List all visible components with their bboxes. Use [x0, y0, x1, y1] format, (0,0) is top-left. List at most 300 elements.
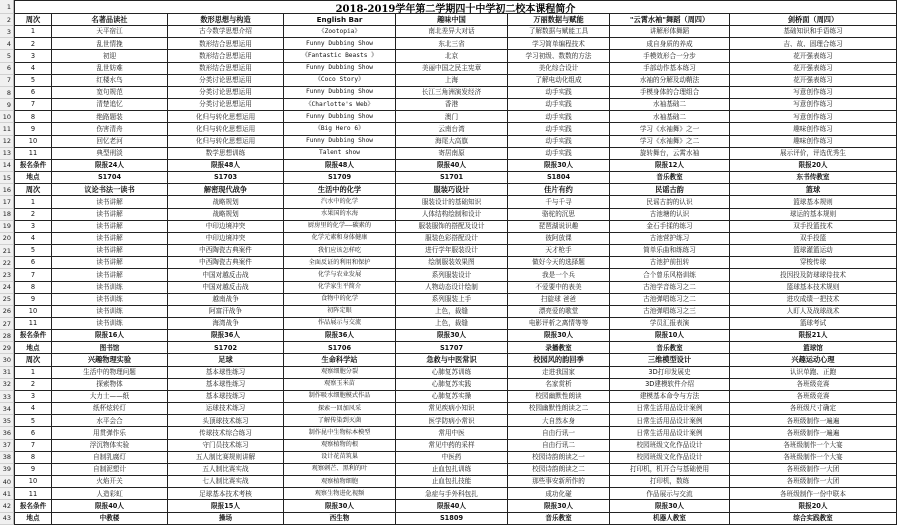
table-cell[interactable]: 限报10人: [610, 330, 730, 342]
table-cell[interactable]: 海湾战争: [168, 318, 284, 330]
table-cell[interactable]: 基本球性练习: [168, 379, 284, 391]
table-cell[interactable]: 读书训练: [52, 306, 168, 318]
table-cell[interactable]: 4: [14, 403, 52, 415]
row-header[interactable]: 8: [0, 87, 14, 99]
table-cell[interactable]: 火焰开关: [52, 476, 168, 488]
table-cell[interactable]: 自制乳腐灯: [52, 452, 168, 464]
table-cell[interactable]: 纸杯炫转灯: [52, 403, 168, 415]
table-cell[interactable]: 观察生物进化视频: [284, 488, 396, 500]
table-cell[interactable]: 《Zootopia》: [284, 26, 396, 38]
table-cell[interactable]: S1703: [168, 172, 284, 184]
column-header-cell[interactable]: 名著品读社: [52, 14, 168, 26]
table-cell[interactable]: 校园幽默性朗读之二: [508, 403, 610, 415]
table-cell[interactable]: 限报30人: [610, 500, 730, 512]
table-cell[interactable]: 写意创作练习: [730, 99, 897, 111]
table-cell[interactable]: 基础知识和手语练习: [730, 26, 897, 38]
row-header[interactable]: 31: [0, 367, 14, 379]
table-cell[interactable]: 1: [14, 196, 52, 208]
table-cell[interactable]: 打印机，机开合与基础使用: [610, 464, 730, 476]
table-cell[interactable]: 彼阿放课: [508, 233, 610, 245]
table-cell[interactable]: Funny Dubbing Show: [284, 136, 396, 148]
table-cell[interactable]: 上海: [396, 75, 508, 87]
table-cell[interactable]: 限报48人: [284, 160, 396, 172]
table-cell[interactable]: 宽句规范: [52, 87, 168, 99]
column-header-cell[interactable]: 生命科学站: [284, 354, 396, 366]
table-cell[interactable]: 香港: [396, 99, 508, 111]
table-cell[interactable]: 美化综合设计: [508, 63, 610, 75]
table-cell[interactable]: 五人制比赛实战: [168, 464, 284, 476]
table-cell[interactable]: 3D打印发展史: [610, 367, 730, 379]
table-cell[interactable]: 化归与转化思想运用: [168, 123, 284, 135]
row-header[interactable]: 39: [0, 464, 14, 476]
table-cell[interactable]: Talent show: [284, 148, 396, 160]
table-cell[interactable]: 9: [14, 123, 52, 135]
table-cell[interactable]: 2: [14, 209, 52, 221]
table-cell[interactable]: 读书训练: [52, 318, 168, 330]
table-cell[interactable]: 扫旋球 爸爸: [508, 294, 610, 306]
column-header-cell[interactable]: 周次: [14, 354, 52, 366]
table-cell[interactable]: 澳门: [396, 111, 508, 123]
table-cell[interactable]: 天才枪手: [508, 245, 610, 257]
table-cell[interactable]: 4: [14, 63, 52, 75]
table-cell[interactable]: Funny Dubbing Show: [284, 63, 396, 75]
table-cell[interactable]: 篮球考试: [730, 318, 897, 330]
table-cell[interactable]: 10: [14, 136, 52, 148]
table-cell[interactable]: 各班级制作一个大宴: [730, 440, 897, 452]
table-cell[interactable]: 吉、故、固理合练习: [730, 38, 897, 50]
table-cell[interactable]: 学习《水袖舞》之一: [610, 123, 730, 135]
table-cell[interactable]: 限报40人: [396, 160, 508, 172]
table-cell[interactable]: 初迎: [52, 50, 168, 62]
table-cell[interactable]: 校园幽默性朗读: [508, 391, 610, 403]
table-cell[interactable]: 绝路题装: [52, 111, 168, 123]
table-cell[interactable]: 限报40人: [52, 500, 168, 512]
table-cell[interactable]: 球运的基本规则: [730, 209, 897, 221]
row-header[interactable]: 21: [0, 245, 14, 257]
table-cell[interactable]: 10: [14, 306, 52, 318]
table-cell[interactable]: S1702: [168, 342, 284, 354]
table-cell[interactable]: 止血包扎训练: [396, 464, 508, 476]
table-cell[interactable]: 动手实践: [508, 99, 610, 111]
table-cell[interactable]: 战略规划: [168, 196, 284, 208]
table-cell[interactable]: 机器人教室: [610, 513, 730, 525]
table-cell[interactable]: 琵琶湖说识趣: [508, 221, 610, 233]
table-cell[interactable]: 限报30人: [396, 330, 508, 342]
table-cell[interactable]: 2: [14, 38, 52, 50]
table-cell[interactable]: 写意创作练习: [730, 87, 897, 99]
table-cell[interactable]: 中教楼: [52, 513, 168, 525]
table-cell[interactable]: 中西陶瓷古典案件: [168, 245, 284, 257]
table-cell[interactable]: 5: [14, 75, 52, 87]
table-cell[interactable]: 探索一回加风采: [284, 403, 396, 415]
table-cell[interactable]: 大力士——纸: [52, 391, 168, 403]
table-cell[interactable]: 6: [14, 427, 52, 439]
table-cell[interactable]: 校园诗韵朗读之二: [508, 464, 610, 476]
table-cell[interactable]: 各班级制作一份中联本: [730, 488, 897, 500]
table-cell[interactable]: 各班级制作一遍遍: [730, 427, 897, 439]
table-cell[interactable]: 头顶球技术练习: [168, 415, 284, 427]
table-cell[interactable]: 我们应该怎样吃: [284, 245, 396, 257]
row-header[interactable]: 27: [0, 318, 14, 330]
table-cell[interactable]: 旋转舞台，云霄水袖: [610, 148, 730, 160]
table-cell[interactable]: 《Charlotte's Web》: [284, 99, 396, 111]
table-cell[interactable]: 双手投篮技术: [730, 221, 897, 233]
table-cell[interactable]: 常用中医: [396, 427, 508, 439]
table-cell[interactable]: 水袖的分解及动鞘法: [610, 75, 730, 87]
table-cell[interactable]: 浮沉物体实验: [52, 440, 168, 452]
table-cell[interactable]: 古池弹唱练习之二: [610, 294, 730, 306]
table-cell[interactable]: 趣味创作练习: [730, 123, 897, 135]
table-cell[interactable]: 6: [14, 257, 52, 269]
table-cell[interactable]: 限报36人: [284, 330, 396, 342]
table-cell[interactable]: 限报15人: [168, 500, 284, 512]
table-cell[interactable]: 制作昆中生物标本模型: [284, 427, 396, 439]
table-cell[interactable]: 中印边境冲突: [168, 233, 284, 245]
table-cell[interactable]: 化归与转化思想运用: [168, 111, 284, 123]
table-cell[interactable]: 5: [14, 245, 52, 257]
table-cell[interactable]: 2: [14, 379, 52, 391]
table-cell[interactable]: 操场: [168, 513, 284, 525]
table-cell[interactable]: 自制泥塑计: [52, 464, 168, 476]
table-cell[interactable]: 花开强表练习: [730, 63, 897, 75]
table-cell[interactable]: 限报21人: [730, 330, 897, 342]
table-cell[interactable]: 限报24人: [52, 160, 168, 172]
table-cell[interactable]: 做好今天的选择题: [508, 257, 610, 269]
table-cell[interactable]: 民谣古韵的认识: [610, 196, 730, 208]
row-header[interactable]: 22: [0, 257, 14, 269]
table-cell[interactable]: 展示评价，评选优秀生: [730, 148, 897, 160]
table-cell[interactable]: 校园班级文化作品设计: [610, 452, 730, 464]
table-cell[interactable]: 限报16人: [52, 330, 168, 342]
column-header-cell[interactable]: 万丽数据与赋能: [508, 14, 610, 26]
table-cell[interactable]: 限报48人: [168, 160, 284, 172]
table-cell[interactable]: 读书讲解: [52, 196, 168, 208]
table-cell[interactable]: 9: [14, 464, 52, 476]
table-cell[interactable]: 11: [14, 148, 52, 160]
table-cell[interactable]: 日常生活用品设计案例: [610, 415, 730, 427]
table-cell[interactable]: 常见中药的采样: [396, 440, 508, 452]
row-header[interactable]: 24: [0, 282, 14, 294]
table-cell[interactable]: 限报36人: [168, 330, 284, 342]
table-cell[interactable]: 观察玉米苗: [284, 379, 396, 391]
table-cell[interactable]: 乱世妨难: [52, 63, 168, 75]
table-cell[interactable]: 限报30人: [284, 500, 396, 512]
column-header-cell[interactable]: 周次: [14, 184, 52, 196]
row-header[interactable]: 19: [0, 221, 14, 233]
table-cell[interactable]: 人体结构绘制和设计: [396, 209, 508, 221]
table-cell[interactable]: 漂亮爱的歌堂: [508, 306, 610, 318]
table-cell[interactable]: 3D建模软件介绍: [610, 379, 730, 391]
table-cell[interactable]: 化学与农业发展: [284, 269, 396, 281]
table-cell[interactable]: 报名条件: [14, 160, 52, 172]
column-header-cell[interactable]: 佳片有约: [508, 184, 610, 196]
table-cell[interactable]: 自由行讯二: [508, 440, 610, 452]
table-cell[interactable]: 东书传教室: [730, 172, 897, 184]
table-cell[interactable]: 动手实践: [508, 111, 610, 123]
table-cell[interactable]: 限报20人: [730, 500, 897, 512]
row-header[interactable]: 43: [0, 513, 14, 525]
table-cell[interactable]: 化学元素和身体健康: [284, 233, 396, 245]
table-cell[interactable]: 手模身体的合理组合: [610, 87, 730, 99]
table-cell[interactable]: 数形结合思想运用: [168, 50, 284, 62]
table-cell[interactable]: 观察刺芒、黑利的叶: [284, 464, 396, 476]
table-cell[interactable]: 服装服饰的搭配及设计: [396, 221, 508, 233]
table-cell[interactable]: 厨房里的化学——碳素的: [284, 221, 396, 233]
column-header-cell[interactable]: 校园风的韵回季: [508, 354, 610, 366]
table-cell[interactable]: 红楼水鸟: [52, 75, 168, 87]
row-header[interactable]: 23: [0, 269, 14, 281]
table-cell[interactable]: 限报12人: [610, 160, 730, 172]
table-cell[interactable]: 自由行讯一: [508, 427, 610, 439]
table-cell[interactable]: 3: [14, 221, 52, 233]
table-cell[interactable]: 数形结合思想运用: [168, 38, 284, 50]
row-header[interactable]: 33: [0, 391, 14, 403]
row-header[interactable]: 36: [0, 427, 14, 439]
table-cell[interactable]: 中医药: [396, 452, 508, 464]
row-header[interactable]: 29: [0, 342, 14, 354]
table-cell[interactable]: 战略规划: [168, 209, 284, 221]
table-cell[interactable]: 寄居南原: [396, 148, 508, 160]
column-header-cell[interactable]: 急救与中医常识: [396, 354, 508, 366]
table-cell[interactable]: 北京: [396, 50, 508, 62]
table-cell[interactable]: 录播教室: [508, 342, 610, 354]
table-cell[interactable]: 不爱要中的表美: [508, 282, 610, 294]
row-header[interactable]: 37: [0, 440, 14, 452]
table-cell[interactable]: 基本球性练习: [168, 367, 284, 379]
row-header[interactable]: 4: [0, 38, 14, 50]
table-cell[interactable]: 分类讨论思想运用: [168, 87, 284, 99]
column-header-cell[interactable]: 议论书法一读书: [52, 184, 168, 196]
table-cell[interactable]: 3: [14, 50, 52, 62]
table-cell[interactable]: 守门员技术练习: [168, 440, 284, 452]
table-cell[interactable]: 乱世情挽: [52, 38, 168, 50]
table-cell[interactable]: S1704: [52, 172, 168, 184]
table-cell[interactable]: 8: [14, 282, 52, 294]
table-cell[interactable]: 读书训练: [52, 282, 168, 294]
table-cell[interactable]: 基本球技练习: [168, 391, 284, 403]
table-cell[interactable]: 中印边境冲突: [168, 221, 284, 233]
table-cell[interactable]: 简单乐曲和练练习: [610, 245, 730, 257]
table-cell[interactable]: 观察细胞分裂: [284, 367, 396, 379]
row-header[interactable]: 10: [0, 111, 14, 123]
table-cell[interactable]: 7: [14, 99, 52, 111]
table-cell[interactable]: 日常生活用品设计案例: [610, 427, 730, 439]
table-cell[interactable]: 东北三省: [396, 38, 508, 50]
table-cell[interactable]: 报名条件: [14, 500, 52, 512]
table-cell[interactable]: 限报30人: [508, 330, 610, 342]
row-header[interactable]: 12: [0, 136, 14, 148]
table-cell[interactable]: 认识单跑、正跑: [730, 367, 897, 379]
table-cell[interactable]: 数形结合思想运用: [168, 63, 284, 75]
table-cell[interactable]: 汽水中的化学: [284, 196, 396, 208]
table-cell[interactable]: 写意创作练习: [730, 111, 897, 123]
table-cell[interactable]: 地点: [14, 342, 52, 354]
table-cell[interactable]: 食物中的化学: [284, 294, 396, 306]
table-cell[interactable]: 水袖基础二: [610, 99, 730, 111]
table-cell[interactable]: 用贯弹作乐: [52, 427, 168, 439]
table-cell[interactable]: 分类讨论思想运用: [168, 75, 284, 87]
table-cell[interactable]: 绘制服装效果图: [396, 257, 508, 269]
table-cell[interactable]: 心肺复苏实践: [396, 379, 508, 391]
table-cell[interactable]: 音乐教室: [610, 172, 730, 184]
table-cell[interactable]: 探索物体: [52, 379, 168, 391]
table-cell[interactable]: 制作吸水细胞模式作品: [284, 391, 396, 403]
column-header-cell[interactable]: 生活中的化学: [284, 184, 396, 196]
table-cell[interactable]: 名家赏析: [508, 379, 610, 391]
table-cell[interactable]: 人物动态设计绘制: [396, 282, 508, 294]
table-cell[interactable]: 作品展示与交流: [284, 318, 396, 330]
table-cell[interactable]: 回忆老河: [52, 136, 168, 148]
table-cell[interactable]: 传球技术综合练习: [168, 427, 284, 439]
table-cell[interactable]: 上色，裁缝: [396, 318, 508, 330]
table-cell[interactable]: 人盯人及战球战术: [730, 306, 897, 318]
table-cell[interactable]: 古池弹唱练习之三: [610, 306, 730, 318]
table-cell[interactable]: 限报30人: [508, 500, 610, 512]
table-cell[interactable]: 中国对越反击战: [168, 269, 284, 281]
table-cell[interactable]: 《Fantastic Beasts 》: [284, 50, 396, 62]
table-cell[interactable]: 急症与手外科包扎: [396, 488, 508, 500]
table-cell[interactable]: 天平宿江: [52, 26, 168, 38]
table-cell[interactable]: 阿富汗战争: [168, 306, 284, 318]
table-cell[interactable]: 建模基本命令与方法: [610, 391, 730, 403]
row-header[interactable]: 3: [0, 26, 14, 38]
table-cell[interactable]: 动手实践: [508, 136, 610, 148]
table-cell[interactable]: 作品展示与交流: [610, 488, 730, 500]
table-cell[interactable]: 人造彩虹: [52, 488, 168, 500]
table-cell[interactable]: 1: [14, 26, 52, 38]
table-cell[interactable]: 足球基本技术考核: [168, 488, 284, 500]
table-cell[interactable]: 校园班级文化作品设计: [610, 440, 730, 452]
table-cell[interactable]: 手模效形合一分步: [610, 50, 730, 62]
table-cell[interactable]: 11: [14, 488, 52, 500]
table-cell[interactable]: S1707: [396, 342, 508, 354]
column-header-cell[interactable]: English Bar: [284, 14, 396, 26]
row-header[interactable]: 13: [0, 148, 14, 160]
table-cell[interactable]: 长江三角洲演发经济: [396, 87, 508, 99]
table-cell[interactable]: 系列服装设计: [396, 269, 508, 281]
table-cell[interactable]: 运球技术练习: [168, 403, 284, 415]
table-cell[interactable]: 服装设计的基础知识: [396, 196, 508, 208]
table-cell[interactable]: 地点: [14, 513, 52, 525]
table-cell[interactable]: 古池营护练习: [610, 233, 730, 245]
table-cell[interactable]: 音乐教室: [610, 342, 730, 354]
table-cell[interactable]: 成功化碰: [508, 488, 610, 500]
row-header[interactable]: 41: [0, 488, 14, 500]
table-cell[interactable]: 水果国的水海: [284, 209, 396, 221]
column-header-cell[interactable]: 趣味中国: [396, 14, 508, 26]
table-cell[interactable]: 动手实践: [508, 148, 610, 160]
column-header-cell[interactable]: 三维模型设计: [610, 354, 730, 366]
table-cell[interactable]: 止血包扎技能: [396, 476, 508, 488]
table-cell[interactable]: 系列服装上手: [396, 294, 508, 306]
table-cell[interactable]: 8: [14, 111, 52, 123]
table-cell[interactable]: 10: [14, 476, 52, 488]
row-header[interactable]: 9: [0, 99, 14, 111]
table-cell[interactable]: 进攻成绩一把技术: [730, 294, 897, 306]
table-cell[interactable]: 读书讲解: [52, 257, 168, 269]
table-cell[interactable]: 篮球基本技术规则: [730, 282, 897, 294]
table-cell[interactable]: 《Coco Story》: [284, 75, 396, 87]
table-cell[interactable]: 3: [14, 391, 52, 403]
table-cell[interactable]: S1701: [396, 172, 508, 184]
table-cell[interactable]: 7: [14, 440, 52, 452]
table-cell[interactable]: 穿梭传球: [730, 257, 897, 269]
table-cell[interactable]: 动手实践: [508, 87, 610, 99]
table-cell[interactable]: 服装色彩搭配设计: [396, 233, 508, 245]
table-cell[interactable]: 学员汇报表演: [610, 318, 730, 330]
table-cell[interactable]: 清楚追忆: [52, 99, 168, 111]
table-cell[interactable]: 心肺复苏实操: [396, 391, 508, 403]
table-cell[interactable]: 学习简单编程技术: [508, 38, 610, 50]
row-header[interactable]: 26: [0, 306, 14, 318]
table-cell[interactable]: 常见疾病小知识: [396, 403, 508, 415]
table-cell[interactable]: 五人制比赛规则讲解: [168, 452, 284, 464]
table-cell[interactable]: 千与千寻: [508, 196, 610, 208]
table-cell[interactable]: 11: [14, 318, 52, 330]
column-header-cell[interactable]: 兴趣运动心理: [730, 354, 897, 366]
table-cell[interactable]: 电影评析之离情等等: [508, 318, 610, 330]
table-cell[interactable]: 那些事安新所作的: [508, 476, 610, 488]
table-cell[interactable]: 投因投及防球球侍技术: [730, 269, 897, 281]
table-cell[interactable]: 了解传染到灭菌: [284, 415, 396, 427]
table-cell[interactable]: 1: [14, 367, 52, 379]
table-cell[interactable]: 篮球馆: [730, 342, 897, 354]
table-cell[interactable]: 各班级制作一遍遍: [730, 415, 897, 427]
table-cell[interactable]: 限报40人: [396, 500, 508, 512]
column-header-cell[interactable]: 兴趣物理实验: [52, 354, 168, 366]
table-cell[interactable]: 篮球灌篮运动: [730, 245, 897, 257]
table-cell[interactable]: 医学防病小常识: [396, 415, 508, 427]
table-cell[interactable]: 我是一个兵: [508, 269, 610, 281]
table-cell[interactable]: 古池护前扭转: [610, 257, 730, 269]
row-header[interactable]: 6: [0, 63, 14, 75]
table-cell[interactable]: 走进我国家: [508, 367, 610, 379]
table-cell[interactable]: 古今数学思想介绍: [168, 26, 284, 38]
table-cell[interactable]: 趣味创作练习: [730, 136, 897, 148]
column-header-cell[interactable]: 民谣古韵: [610, 184, 730, 196]
table-cell[interactable]: 化归与转化思想运用: [168, 136, 284, 148]
table-cell[interactable]: 《Big Hero 6》: [284, 123, 396, 135]
table-cell[interactable]: 7: [14, 269, 52, 281]
table-cell[interactable]: 学习初级、数数的方法: [508, 50, 610, 62]
table-cell[interactable]: 读书讲解: [52, 221, 168, 233]
table-cell[interactable]: Funny Dubbing Show: [284, 38, 396, 50]
table-cell[interactable]: 观察植物细胞: [284, 476, 396, 488]
table-cell[interactable]: 日常生活用品设计案例: [610, 403, 730, 415]
table-cell[interactable]: 化学家生平简介: [284, 282, 396, 294]
table-cell[interactable]: 骆驼的沉思: [508, 209, 610, 221]
table-cell[interactable]: 观察植物的根: [284, 440, 396, 452]
row-header[interactable]: 35: [0, 415, 14, 427]
row-header[interactable]: 7: [0, 75, 14, 87]
row-header[interactable]: 28: [0, 330, 14, 342]
table-cell[interactable]: 9: [14, 294, 52, 306]
column-header-cell[interactable]: 剑桥面（周四）: [730, 14, 897, 26]
column-header-cell[interactable]: 周次: [14, 14, 52, 26]
table-cell[interactable]: S1706: [284, 342, 396, 354]
table-cell[interactable]: 5: [14, 415, 52, 427]
table-cell[interactable]: 古池学音练习之二: [610, 282, 730, 294]
table-cell[interactable]: 了解电动化组成: [508, 75, 610, 87]
table-cell[interactable]: 地点: [14, 172, 52, 184]
table-cell[interactable]: 各班级竞赛: [730, 379, 897, 391]
table-cell[interactable]: 花开强表练习: [730, 75, 897, 87]
table-cell[interactable]: 生活中的物理问题: [52, 367, 168, 379]
table-cell[interactable]: 读书训练: [52, 294, 168, 306]
table-cell[interactable]: 各班级制作一大团: [730, 464, 897, 476]
table-cell[interactable]: 6: [14, 87, 52, 99]
table-cell[interactable]: 海尾大高旗: [396, 136, 508, 148]
